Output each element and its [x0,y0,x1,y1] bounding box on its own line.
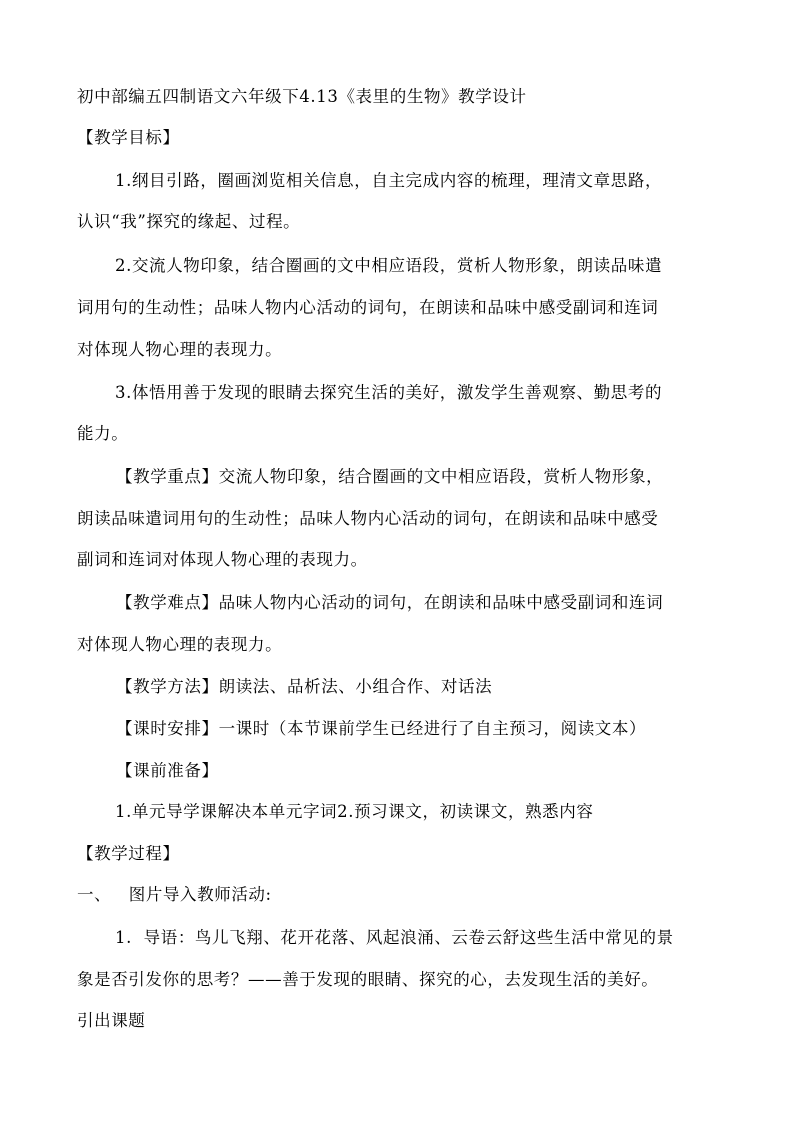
key-point-line-3: 副词和连词对体现人物心理的表现力。 [77,550,368,569]
process-heading: 【教学过程】 [77,844,180,863]
objectives-heading: 【教学目标】 [77,128,180,147]
objective-2-line-1: 2.交流人物印象，结合圈画的文中相应语段，赏析人物形象，朗读品味遣 [115,256,663,275]
difficulty-line-2: 对体现人物心理的表现力。 [77,635,283,654]
key-point-line-2: 朗读品味遣词用句的生动性；品味人物内心活动的词句，在朗读和品味中感受 [77,509,659,528]
difficulty-line-1: 【教学难点】品味人物内心活动的词句，在朗读和品味中感受副词和连词 [116,593,664,612]
objective-2-line-2: 词用句的生动性；品味人物内心活动的词句，在朗读和品味中感受副词和连词 [77,298,659,317]
objective-2-line-3: 对体现人物心理的表现力。 [77,340,283,359]
section-1-heading: 一、 图片导入教师活动: [77,885,272,904]
method-line: 【教学方法】朗读法、品析法、小组合作、对话法 [116,677,493,696]
objective-1-line-2: 认识“我”探究的缘起、过程。 [77,212,301,231]
intro-line-1: 1. 导语：鸟儿飞翔、花开花落、风起浪涌、云卷云舒这些生活中常见的景 [115,928,674,947]
intro-line-3: 引出课题 [77,1011,146,1030]
objective-3-line-1: 3.体悟用善于发现的眼睛去探究生活的美好，激发学生善观察、勤思考的 [115,383,663,402]
preparation-line: 1.单元导学课解决本单元字词2.预习课文，初读课文，熟悉内容 [115,802,594,821]
objective-3-line-2: 能力。 [77,424,129,443]
intro-line-2: 象是否引发你的思考？——善于发现的眼睛、探究的心，去发现生活的美好。 [77,970,659,989]
document-title: 初中部编五四制语文六年级下4.13《表里的生物》教学设计 [77,87,527,106]
schedule-line: 【课时安排】一课时（本节课前学生已经进行了自主预习，阅读文本） [116,719,647,738]
preparation-heading: 【课前准备】 [116,761,219,780]
objective-1-line-1: 1.纲目引路，圈画浏览相关信息，自主完成内容的梳理，理清文章思路， [115,171,663,190]
key-point-line-1: 【教学重点】交流人物印象，结合圈画的文中相应语段，赏析人物形象， [116,467,664,486]
